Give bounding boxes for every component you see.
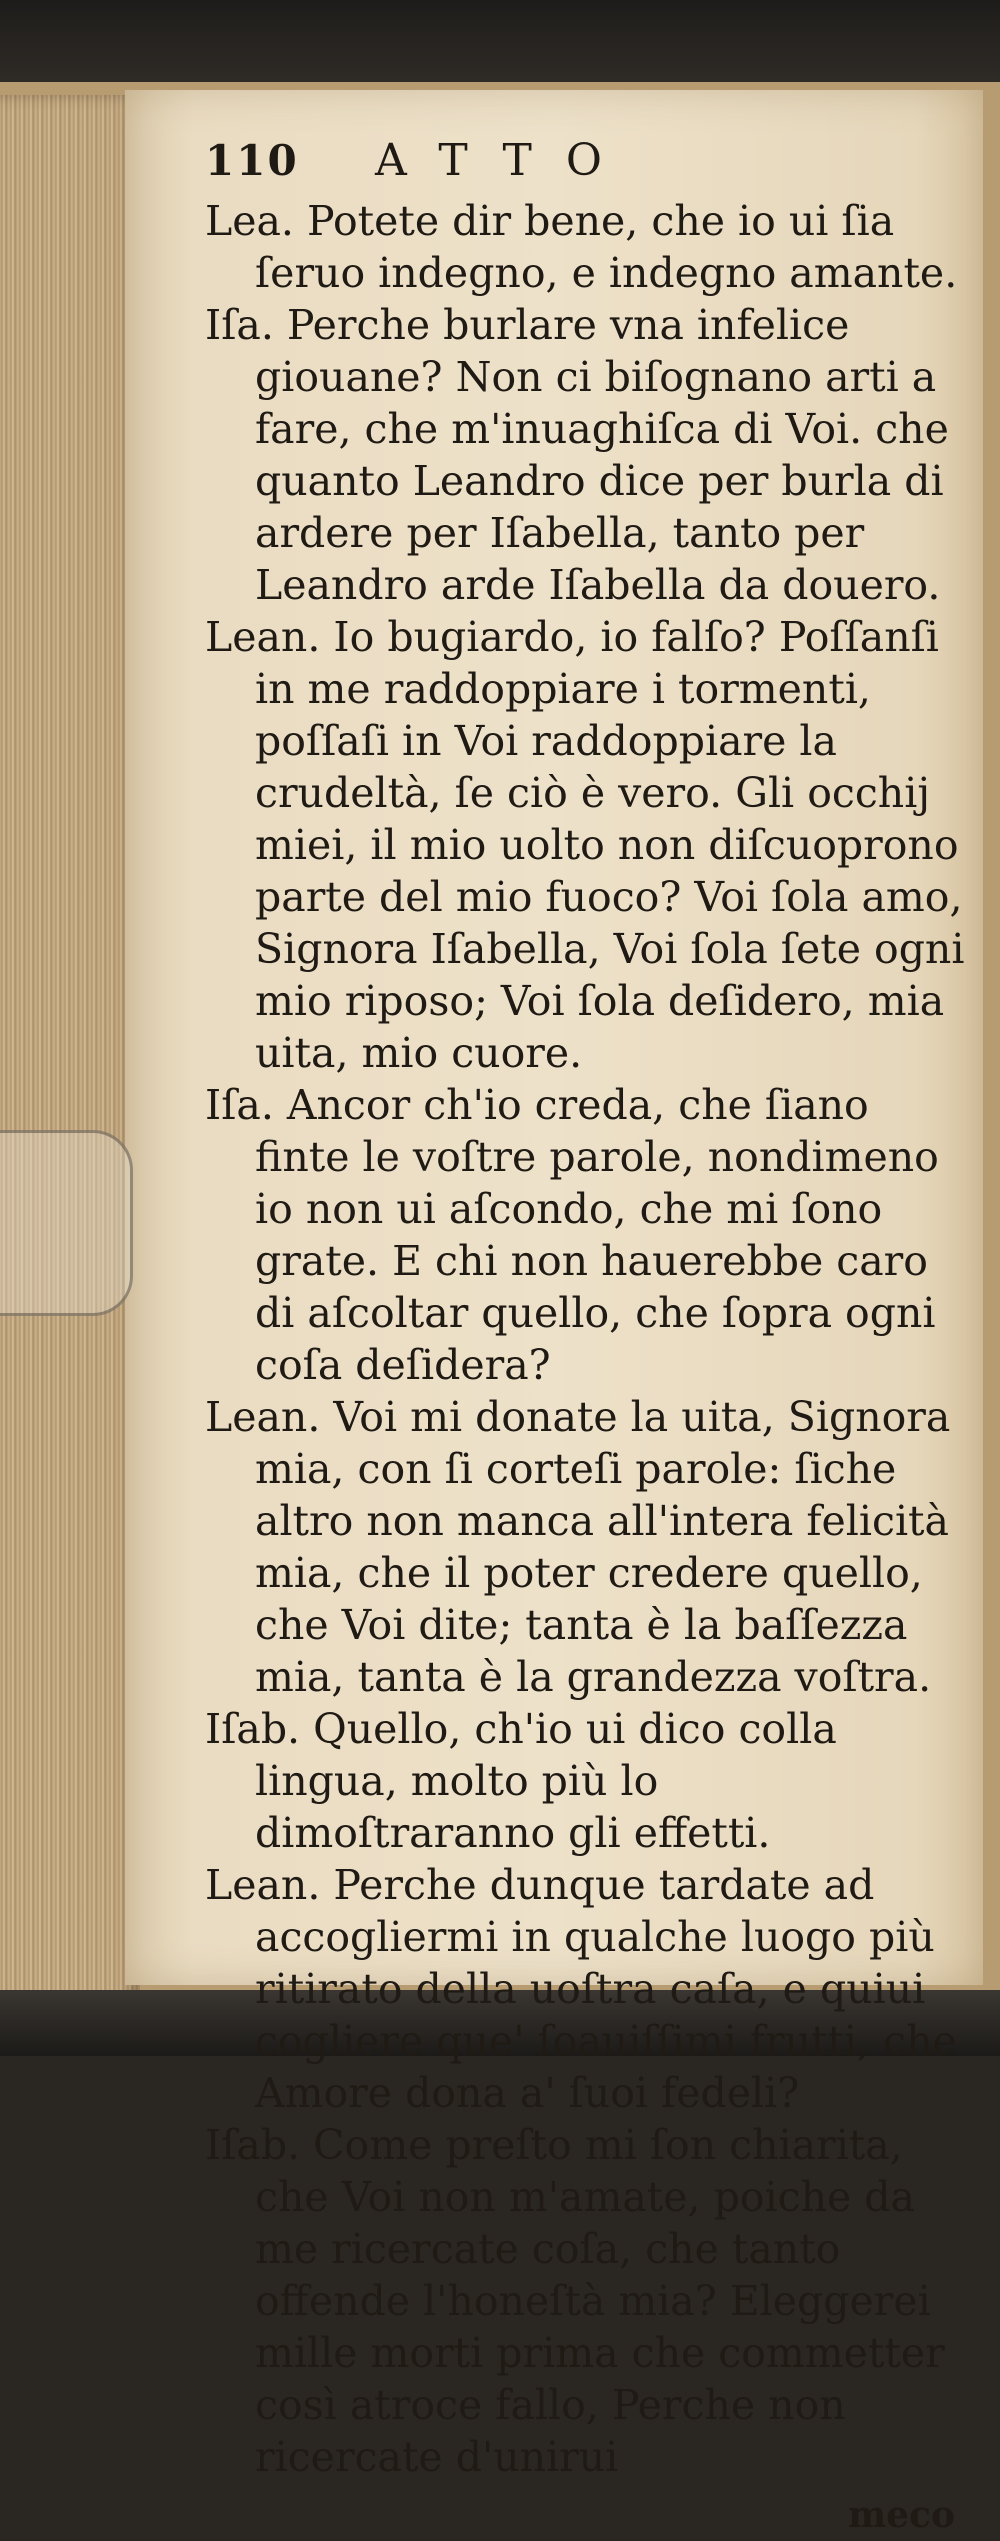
speaker-label: Iſa.	[205, 301, 274, 349]
page-number: 110	[205, 136, 299, 185]
speech-text: Come preſto mi ſon chiarita, che Voi non m'amate, poiche da me ricercate coſa, che tanto offende l'honeſtà mia? Eleggerei mille morti prima che commetter così atroce fallo, Perche non ricercate d'unirui	[255, 2121, 945, 2481]
speech-text: Ancor ch'io creda, che ſiano finte le voſtre parole, nondimeno io non ui aſcondo, che mi ſono grate. E chi non hauerebbe caro di aſcoltar quello, che ſopra ogni coſa deſidera?	[255, 1081, 939, 1389]
page-edges	[0, 95, 140, 2005]
speaker-label: Iſab.	[205, 1705, 301, 1753]
speech-text: Quello, ch'io ui dico colla lingua, molto più lo dimoſtraranno gli effetti.	[255, 1705, 837, 1857]
speech	[205, 1391, 965, 1703]
page-header	[205, 135, 965, 195]
bookmark-clip	[0, 1130, 133, 1316]
speech	[205, 1859, 965, 2119]
speaker-label: Lean.	[205, 1861, 321, 1909]
speech	[205, 195, 965, 299]
speech	[205, 1079, 965, 1391]
running-head: ATTO	[375, 135, 636, 186]
speech-text: Perche dunque tardate ad accogliermi in qualche luogo più ritirato della uoſtra caſa, e quiui cogliere que' ſoauiſſimi frutti, che Amore dona a' ſuoi fedeli?	[255, 1861, 957, 2117]
speech	[205, 611, 965, 1079]
speech	[205, 1703, 965, 1859]
speaker-label: Iſa.	[205, 1081, 274, 1129]
speech	[205, 2119, 965, 2483]
speech-text: Voi mi donate la uita, Signora mia, con ſi corteſi parole: ſiche altro non manca all'intera felicità mia, che il poter credere quello, che Voi dite; tanta è la baſſezza mia, tanta è la grandezza voſtra.	[255, 1393, 951, 1701]
catchword: meco	[848, 2494, 955, 2536]
speech	[205, 299, 965, 611]
speaker-label: Lea.	[205, 197, 294, 245]
speaker-label: Iſab.	[205, 2121, 301, 2169]
speech-text: Perche burlare vna infelice giouane? Non ci biſognano arti a fare, che m'inuaghiſca di Voi. che quanto Leandro dice per burla di ardere per Iſabella, tanto per Leandro arde Iſabella da douero.	[255, 301, 949, 609]
speech-text: Potete dir bene, che io ui ſia ſeruo indegno, e indegno amante.	[255, 197, 958, 297]
speaker-label: Lean.	[205, 1393, 321, 1441]
speaker-label: Lean.	[205, 613, 321, 661]
page-text	[205, 135, 965, 2541]
speech-text: Io bugiardo, io falſo? Poſſanſi in me raddoppiare i tormenti, poſſaſi in Voi raddoppiare la crudeltà, ſe ciò è vero. Gli occhij miei, il mio uolto non diſcuoprono parte del mio fuoco? Voi ſola amo, Signora Iſabella, Voi ſola ſete ogni mio riposo; Voi ſola deſidero, mia uita, mio cuore.	[255, 613, 965, 1077]
